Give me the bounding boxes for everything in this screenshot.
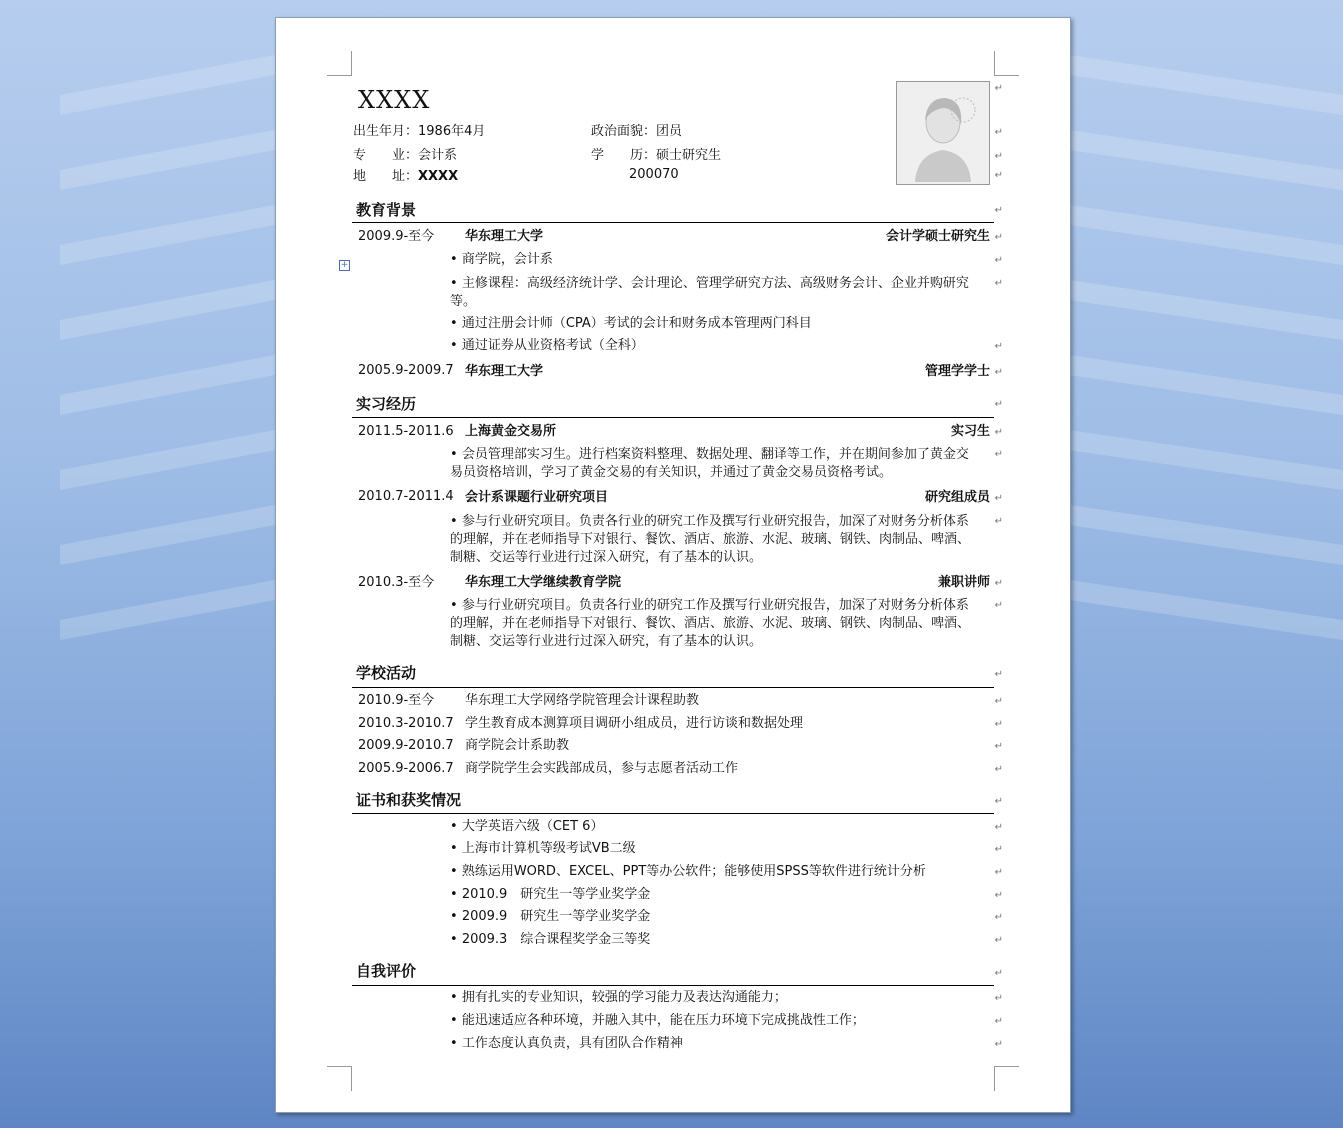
list-item bbox=[450, 887, 650, 903]
list-item bbox=[450, 990, 787, 1006]
birth-label: 出生年月： bbox=[353, 124, 419, 139]
activity-text: 商学院学生会实践部成员，参与志愿者活动工作 bbox=[465, 761, 739, 776]
paragraph-mark-icon: ↵ bbox=[994, 578, 1003, 589]
list-item bbox=[450, 909, 650, 925]
political-row bbox=[591, 124, 682, 140]
paragraph-mark-icon: ↵ bbox=[994, 449, 1003, 460]
paragraph-mark-icon: ↵ bbox=[994, 890, 1003, 901]
list-item-text: 工作态度认真负责，具有团队合作精神 bbox=[461, 1036, 683, 1051]
crop-mark bbox=[327, 51, 352, 76]
major-label: 专 业： bbox=[353, 148, 419, 163]
paragraph-mark-icon: ↵ bbox=[994, 127, 1003, 138]
paragraph-mark-icon: ↵ bbox=[994, 1039, 1003, 1050]
activity-date: 2009.9-2010.7 bbox=[358, 738, 454, 753]
activities-title: 学校活动 bbox=[356, 664, 417, 682]
list-item-text: 会员管理部实习生。进行档案资料整理、数据处理、翻译等工作，并在期间参加了黄金交易员资格培训，学习了黄金交易的有关知识，并通过了黄金交易员资格考试。 bbox=[450, 447, 969, 480]
bullet-icon: • bbox=[450, 1036, 458, 1051]
activity-date: 2005.9-2006.7 bbox=[358, 761, 454, 776]
paragraph-mark-icon: ↵ bbox=[994, 205, 1003, 216]
list-item bbox=[450, 275, 970, 311]
paragraph-mark-icon: ↵ bbox=[994, 341, 1003, 352]
bullet-icon: • bbox=[450, 276, 458, 291]
edu-date: 2009.9-至今 bbox=[358, 229, 435, 244]
paragraph-mark-icon: ↵ bbox=[994, 232, 1003, 243]
list-item-text: 2010.9 研究生一等学业奖学金 bbox=[461, 887, 651, 902]
birth-value: 1986年4月 bbox=[418, 124, 486, 139]
address-row bbox=[353, 169, 458, 185]
address-value: XXXX bbox=[418, 169, 459, 184]
list-item bbox=[450, 932, 650, 948]
list-item-text: 商学院，会计系 bbox=[461, 252, 553, 267]
paragraph-mark-icon: ↵ bbox=[994, 719, 1003, 730]
list-item bbox=[450, 446, 970, 482]
bullet-icon: • bbox=[450, 841, 458, 856]
paragraph-mark-icon: ↵ bbox=[994, 935, 1003, 946]
paragraph-mark-icon: ↵ bbox=[994, 493, 1003, 504]
paragraph-mark-icon: ↵ bbox=[994, 912, 1003, 923]
paragraph-mark-icon: ↵ bbox=[994, 367, 1003, 378]
paragraph-mark-icon: ↵ bbox=[994, 399, 1003, 410]
job-role: 研究组成员 bbox=[924, 490, 990, 505]
birth-row bbox=[353, 124, 485, 140]
paragraph-mark-icon: ↵ bbox=[994, 796, 1003, 807]
activity-date: 2010.3-2010.7 bbox=[358, 716, 454, 731]
section-rule bbox=[352, 985, 994, 986]
job-role: 实习生 bbox=[950, 424, 990, 439]
major-row bbox=[353, 148, 457, 164]
address-label: 地 址： bbox=[353, 169, 419, 184]
list-item-text: 参与行业研究项目。负责各行业的研究工作及撰写行业研究报告，加深了对财务分析体系的理解，并在老师指导下对银行、餐饮、酒店、旅游、水泥、玻璃、钢铁、肉制品、啤酒、制糖、交运等行业进行过深入研究，有了基本的认识。 bbox=[450, 514, 971, 565]
paragraph-mark-icon: ↵ bbox=[994, 741, 1003, 752]
job-role: 兼职讲师 bbox=[937, 575, 990, 590]
degree-value: 硕士研究生 bbox=[656, 148, 722, 163]
paragraph-mark-icon: ↵ bbox=[994, 83, 1003, 94]
list-item bbox=[450, 841, 636, 857]
edu-date: 2005.9-2009.7 bbox=[358, 363, 454, 378]
section-rule bbox=[352, 813, 994, 814]
job-date: 2010.3-至今 bbox=[358, 575, 435, 590]
list-item-text: 大学英语六级（CET 6） bbox=[461, 819, 604, 834]
list-item-text: 参与行业研究项目。负责各行业的研究工作及撰写行业研究报告，加深了对财务分析体系的理解，并在老师指导下对银行、餐饮、酒店、旅游、水泥、玻璃、钢铁、肉制品、啤酒、制糖、交运等行业进行过深入研究，有了基本的认识。 bbox=[450, 598, 971, 649]
bullet-icon: • bbox=[450, 598, 458, 613]
job-date: 2011.5-2011.6 bbox=[358, 424, 454, 439]
profile-photo[interactable] bbox=[896, 81, 990, 185]
political-value: 团员 bbox=[656, 124, 683, 139]
list-item bbox=[450, 864, 926, 880]
list-item-text: 2009.3 综合课程奖学金三等奖 bbox=[461, 932, 651, 947]
list-item bbox=[450, 338, 644, 354]
degree-row bbox=[591, 148, 721, 164]
activity-text: 商学院会计系助教 bbox=[465, 738, 570, 753]
paragraph-mark-icon: ↵ bbox=[994, 669, 1003, 680]
self-eval-title: 自我评价 bbox=[356, 962, 417, 980]
edu-org: 华东理工大学 bbox=[465, 364, 544, 379]
person-silhouette-icon bbox=[897, 82, 989, 184]
political-label: 政治面貌： bbox=[591, 124, 657, 139]
activity-text: 华东理工大学网络学院管理会计课程助教 bbox=[465, 693, 700, 708]
list-item-text: 能迅速适应各种环境，并融入其中，能在压力环境下完成挑战性工作； bbox=[461, 1013, 865, 1028]
table-move-handle-icon[interactable]: + bbox=[340, 260, 349, 270]
job-org: 华东理工大学继续教育学院 bbox=[465, 575, 622, 590]
paragraph-mark-icon: ↵ bbox=[994, 600, 1003, 611]
degree-label: 学 历： bbox=[591, 148, 657, 163]
edu-role: 会计学硕士研究生 bbox=[885, 229, 990, 244]
list-item bbox=[450, 1013, 865, 1029]
education-title: 教育背景 bbox=[356, 201, 417, 219]
paragraph-mark-icon: ↵ bbox=[994, 822, 1003, 833]
section-rule bbox=[352, 687, 994, 688]
paragraph-mark-icon: ↵ bbox=[994, 764, 1003, 775]
bullet-icon: • bbox=[450, 932, 458, 947]
major-value: 会计系 bbox=[418, 148, 458, 163]
bullet-icon: • bbox=[450, 819, 458, 834]
internship-title: 实习经历 bbox=[356, 395, 417, 413]
crop-mark bbox=[994, 1066, 1019, 1091]
bullet-icon: • bbox=[450, 447, 458, 462]
paragraph-mark-icon: ↵ bbox=[994, 170, 1003, 181]
list-item bbox=[450, 252, 553, 268]
edu-org: 华东理工大学 bbox=[465, 229, 544, 244]
resume-name: XXXX bbox=[358, 86, 431, 114]
bullet-icon: • bbox=[450, 887, 458, 902]
bullet-icon: • bbox=[450, 252, 458, 267]
crop-mark bbox=[327, 1066, 352, 1091]
activity-text: 学生教育成本测算项目调研小组成员，进行访谈和数据处理 bbox=[465, 716, 804, 731]
paragraph-mark-icon: ↵ bbox=[994, 1016, 1003, 1027]
list-item-text: 2009.9 研究生一等学业奖学金 bbox=[461, 909, 651, 924]
edu-role: 管理学学士 bbox=[924, 364, 990, 379]
paragraph-mark-icon: ↵ bbox=[994, 427, 1003, 438]
bullet-icon: • bbox=[450, 1013, 458, 1028]
bullet-icon: • bbox=[450, 990, 458, 1005]
list-item bbox=[450, 316, 812, 332]
list-item-text: 熟练运用WORD、EXCEL、PPT等办公软件；能够使用SPSS等软件进行统计分析 bbox=[461, 864, 926, 879]
awards-title: 证书和获奖情况 bbox=[356, 791, 462, 809]
paragraph-mark-icon: ↵ bbox=[994, 968, 1003, 979]
bullet-icon: • bbox=[450, 514, 458, 529]
job-date: 2010.7-2011.4 bbox=[358, 489, 454, 504]
list-item bbox=[450, 597, 970, 651]
paragraph-mark-icon: ↵ bbox=[994, 993, 1003, 1004]
document-page[interactable] bbox=[275, 17, 1071, 1113]
crop-mark bbox=[994, 51, 1019, 76]
list-item-text: 通过证券从业资格考试（全科） bbox=[461, 338, 644, 353]
paragraph-mark-icon: ↵ bbox=[994, 255, 1003, 266]
activity-date: 2010.9-至今 bbox=[358, 693, 435, 708]
bullet-icon: • bbox=[450, 316, 458, 331]
list-item bbox=[450, 1036, 683, 1052]
postcode: 200070 bbox=[629, 167, 679, 182]
section-rule bbox=[352, 222, 994, 223]
job-org: 会计系课题行业研究项目 bbox=[465, 490, 609, 505]
list-item bbox=[450, 819, 603, 835]
bullet-icon: • bbox=[450, 864, 458, 879]
section-rule bbox=[352, 417, 994, 418]
list-item-text: 通过注册会计师（CPA）考试的会计和财务成本管理两门科目 bbox=[461, 316, 812, 331]
job-org: 上海黄金交易所 bbox=[465, 424, 557, 439]
list-item bbox=[450, 513, 970, 567]
paragraph-mark-icon: ↵ bbox=[994, 151, 1003, 162]
bullet-icon: • bbox=[450, 338, 458, 353]
list-item-text: 主修课程：高级经济统计学、会计理论、管理学研究方法、高级财务会计、企业并购研究等。 bbox=[450, 276, 969, 309]
bullet-icon: • bbox=[450, 909, 458, 924]
paragraph-mark-icon: ↵ bbox=[994, 278, 1003, 289]
paragraph-mark-icon: ↵ bbox=[994, 867, 1003, 878]
paragraph-mark-icon: ↵ bbox=[994, 844, 1003, 855]
list-item-text: 拥有扎实的专业知识，较强的学习能力及表达沟通能力； bbox=[461, 990, 787, 1005]
list-item-text: 上海市计算机等级考试VB二级 bbox=[461, 841, 636, 856]
paragraph-mark-icon: ↵ bbox=[994, 516, 1003, 527]
paragraph-mark-icon: ↵ bbox=[994, 696, 1003, 707]
